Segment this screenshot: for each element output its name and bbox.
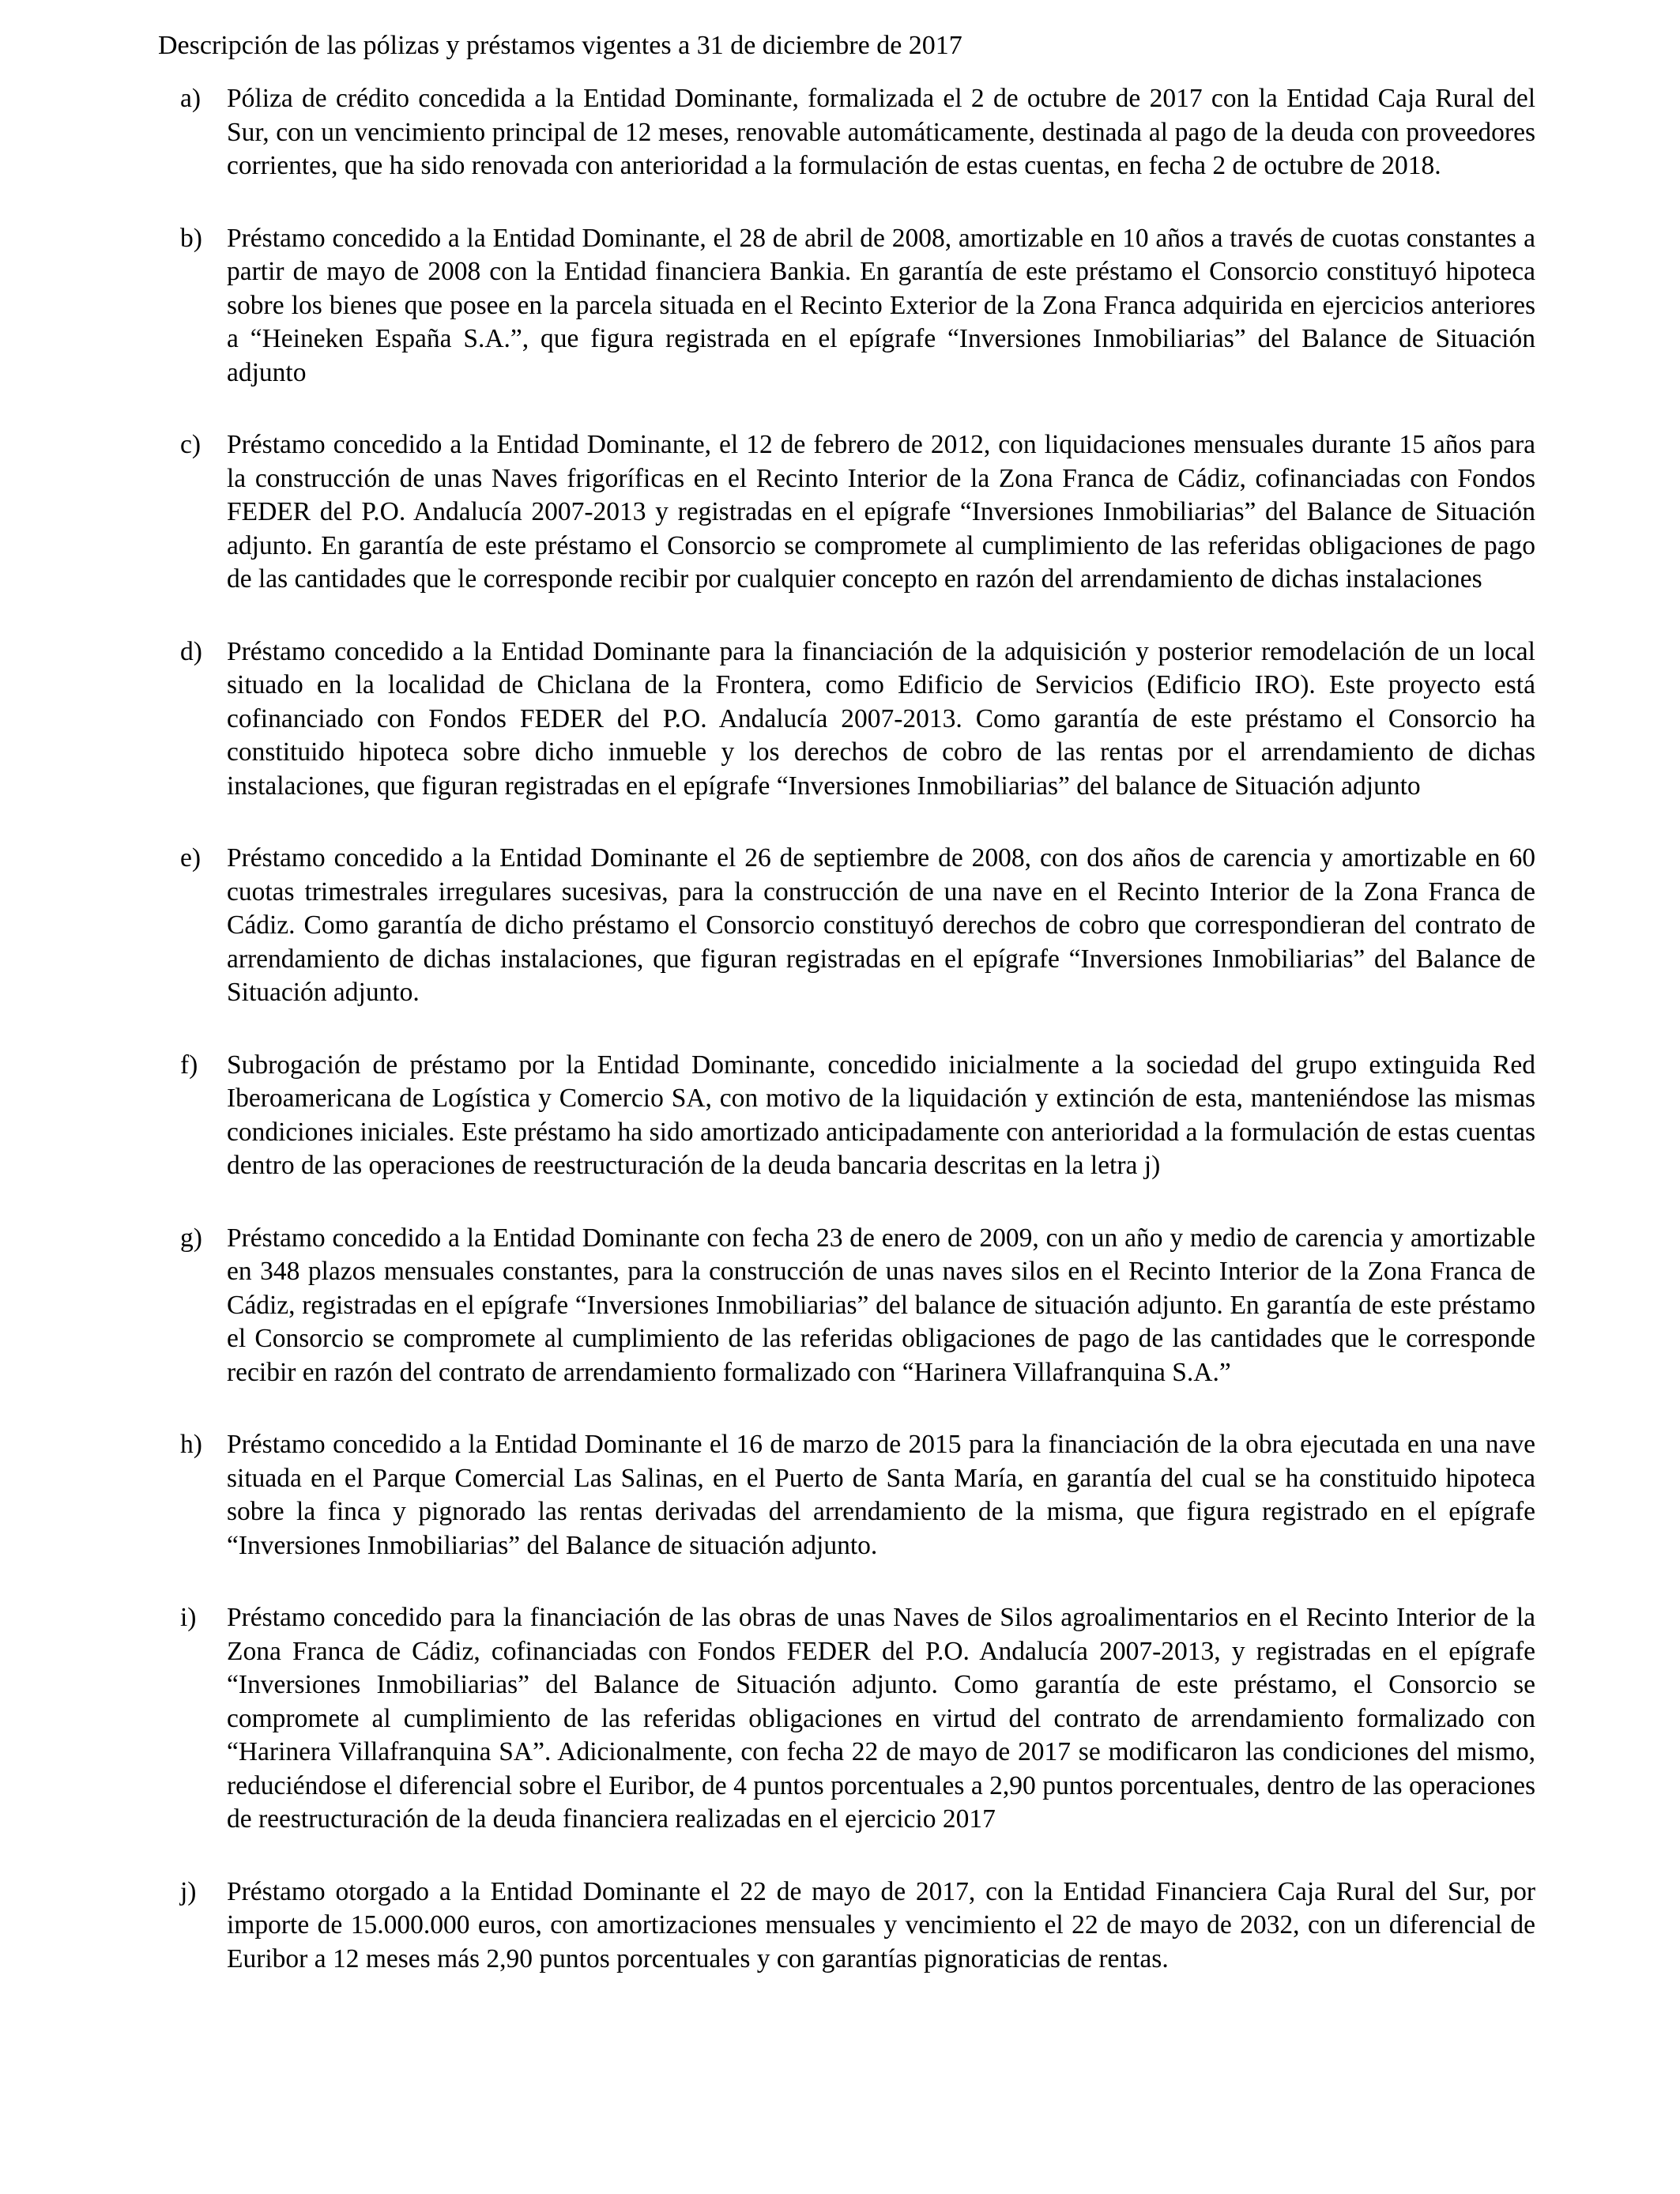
list-item xyxy=(0,842,1680,1010)
list-item xyxy=(0,1875,1680,1977)
list-item-marker: c) xyxy=(180,430,202,459)
list-item xyxy=(0,82,1680,183)
list-item-marker: a) xyxy=(180,84,202,113)
list-item-marker: j) xyxy=(180,1876,197,1906)
list-item-text: Póliza de crédito concedida a la Entidad Dominante, formalizada el 2 de octubre de 2017 con la Entidad Caja Rural del Sur, con un vencimiento principal de 12 meses, renovable automáticamente, destinada al pago de la deuda con proveedores corrientes, que ha sido renovada con anterioridad a la formulación de estas cuentas, en fecha 2 de octubre de 2018. xyxy=(227,84,1535,180)
page-title: Descripción de las pólizas y préstamos vigentes a 31 de diciembre de 2017 xyxy=(158,31,962,60)
list-item xyxy=(0,222,1680,390)
list-item-text: Préstamo otorgado a la Entidad Dominante el 22 de mayo de 2017, con la Entidad Financiera Caja Rural del Sur, por importe de 15.000.000 euros, con amortizaciones mensuales y vencimiento el 22 de mayo de 2032, con un diferencial de Euribor a 12 meses más 2,90 puntos porcentuales y con garantías pignoraticias de rentas. xyxy=(227,1876,1535,1973)
list-item-marker: f) xyxy=(180,1050,198,1080)
list-item xyxy=(0,1601,1680,1837)
list-item-marker: h) xyxy=(180,1430,202,1459)
list-item-marker: i) xyxy=(180,1603,197,1632)
list-item-marker: g) xyxy=(180,1223,202,1253)
list-item xyxy=(0,1428,1680,1563)
list-item xyxy=(0,635,1680,804)
list-item-text: Préstamo concedido a la Entidad Dominante, el 28 de abril de 2008, amortizable en 10 años a través de cuotas constantes a partir de mayo de 2008 con la Entidad financiera Bankia. En garantía de este préstamo el Consorcio constituyó hipoteca sobre los bienes que posee en la parcela situada en el Recinto Exterior de la Zona Franca adquirida en ejercicios anteriores a “Heineken España S.A.”, que figura registrada en el epígrafe “Inversiones Inmobiliarias” del Balance de Situación adjunto xyxy=(227,223,1535,387)
list-item-text: Préstamo concedido a la Entidad Dominante para la financiación de la adquisición y posterior remodelación de un local situado en la localidad de Chiclana de la Frontera, como Edificio de Servicios (Edificio IRO). Este proyecto está cofinanciado con Fondos FEDER del P.O. Andalucía 2007-2013. Como garantía de este préstamo el Consorcio ha constituido hipoteca sobre dicho inmueble y los derechos de cobro de las rentas por el arrendamiento de dichas instalaciones, que figuran registradas en el epígrafe “Inversiones Inmobiliarias” del balance de Situación adjunto xyxy=(227,636,1535,801)
loan-description-list xyxy=(0,82,1680,2015)
list-item-text: Préstamo concedido a la Entidad Dominante el 26 de septiembre de 2008, con dos años de carencia y amortizable en 60 cuotas trimestrales irregulares sucesivas, para la construcción de una nave en el Recinto Interior de la Zona Franca de Cádiz. Como garantía de dicho préstamo el Consorcio constituyó derechos de cobro que correspondieran del contrato de arrendamiento de dichas instalaciones, que figuran registradas en el epígrafe “Inversiones Inmobiliarias” del Balance de Situación adjunto. xyxy=(227,843,1535,1007)
list-item xyxy=(0,1049,1680,1183)
list-item-text: Subrogación de préstamo por la Entidad Dominante, concedido inicialmente a la sociedad del grupo extinguida Red Iberoamericana de Logística y Comercio SA, con motivo de la liquidación y extinción de esta, manteniéndose las mismas condiciones iniciales. Este préstamo ha sido amortizado anticipadamente con anterioridad a la formulación de estas cuentas dentro de las operaciones de reestructuración de la deuda bancaria descritas en la letra j) xyxy=(227,1050,1535,1180)
list-item-text: Préstamo concedido para la financiación de las obras de unas Naves de Silos agroalimentarios en el Recinto Interior de la Zona Franca de Cádiz, cofinanciadas con Fondos FEDER del P.O. Andalucía 2007-2013, y registradas en el epígrafe “Inversiones Inmobiliarias” del Balance de Situación adjunto. Como garantía de este préstamo, el Consorcio se compromete al cumplimiento de las referidas obligaciones en virtud del contrato de arrendamiento formalizado con “Harinera Villafranquina SA”. Adicionalmente, con fecha 22 de mayo de 2017 se modificaron las condiciones del mismo, reduciéndose el diferencial sobre el Euribor, de 4 puntos porcentuales a 2,90 puntos porcentuales, dentro de las operaciones de reestructuración de la deuda financiera realizadas en el ejercicio 2017 xyxy=(227,1603,1535,1834)
list-item-marker: e) xyxy=(180,843,202,873)
list-item xyxy=(0,428,1680,597)
list-item-text: Préstamo concedido a la Entidad Dominante, el 12 de febrero de 2012, con liquidaciones mensuales durante 15 años para la construcción de unas Naves frigoríficas en el Recinto Interior de la Zona Franca de Cádiz, cofinanciadas con Fondos FEDER del P.O. Andalucía 2007-2013 y registradas en el epígrafe “Inversiones Inmobiliarias” del Balance de Situación adjunto. En garantía de este préstamo el Consorcio se compromete al cumplimiento de las referidas obligaciones de pago de las cantidades que le corresponde recibir por cualquier concepto en razón del arrendamiento de dichas instalaciones xyxy=(227,430,1535,594)
list-item xyxy=(0,1222,1680,1390)
list-item-marker: d) xyxy=(180,636,202,666)
list-item-text: Préstamo concedido a la Entidad Dominante con fecha 23 de enero de 2009, con un año y medio de carencia y amortizable en 348 plazos mensuales constantes, para la construcción de unas naves silos en el Recinto Interior de la Zona Franca de Cádiz, registradas en el epígrafe “Inversiones Inmobiliarias” del balance de situación adjunto. En garantía de este préstamo el Consorcio se compromete al cumplimiento de las referidas obligaciones de pago de las cantidades que le corresponde recibir en razón del contrato de arrendamiento formalizado con “Harinera Villafranquina S.A.” xyxy=(227,1223,1535,1387)
list-item-text: Préstamo concedido a la Entidad Dominante el 16 de marzo de 2015 para la financiación de la obra ejecutada en una nave situada en el Parque Comercial Las Salinas, en el Puerto de Santa María, en garantía del cual se ha constituido hipoteca sobre la finca y pignorado las rentas derivadas del arrendamiento de la misma, que figura registrado en el epígrafe “Inversiones Inmobiliarias” del Balance de situación adjunto. xyxy=(227,1430,1535,1560)
list-item-marker: b) xyxy=(180,223,202,253)
